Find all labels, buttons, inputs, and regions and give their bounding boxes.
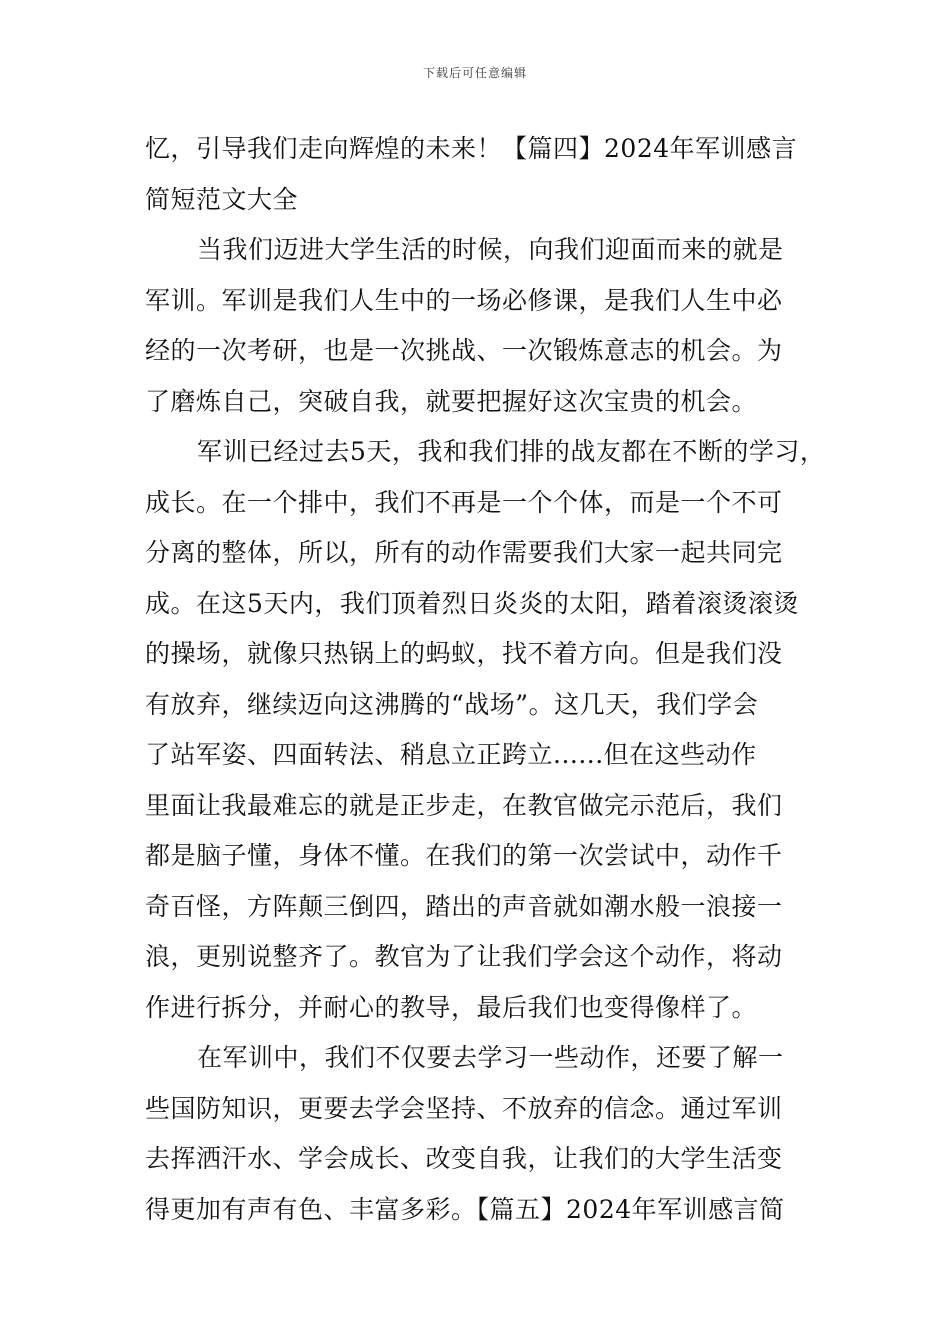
paragraph-start-line: 当我们迈进大学生活的时候，向我们迎面而来的就是 [197, 235, 784, 264]
text-line: 简短范文大全 [145, 184, 299, 214]
text-line: 里面让我最难忘的就是正步走，在教官做完示范后，我们 [145, 790, 783, 820]
text-line: 作进行拆分，并耐心的教导，最后我们也变得像样了。 [145, 992, 758, 1022]
text-line: 忆，引导我们走向辉煌的未来！【篇四】2024年军训感言 [145, 134, 798, 163]
document-body [145, 124, 826, 1235]
text-line: 有放弃，继续迈向这沸腾的“战场”。这几天，我们学会 [145, 689, 759, 719]
text-line: 都是脑子懂，身体不懂。在我们的第一次尝试中，动作千 [145, 841, 783, 870]
paragraph-start-line: 军训已经过去5天，我和我们排的战友都在不断的学习， [197, 437, 826, 466]
text-line: 成长。在一个排中，我们不再是一个个体，而是一个不可 [145, 487, 783, 517]
text-line: 了站军姿、四面转法、稍息立正跨立......但在这些动作 [145, 740, 757, 769]
text-line: 些国防知识，更要去学会坚持、不放弃的信念。通过军训 [145, 1093, 783, 1123]
text-line: 军训。军训是我们人生中的一场必修课，是我们人生中必 [145, 285, 783, 315]
paragraph-start-line: 在军训中，我们不仅要去学习一些动作，还要了解一 [197, 1043, 784, 1072]
text-line: 成。在这5天内，我们顶着烈日炎炎的太阳，踏着滚烫滚烫 [145, 588, 799, 618]
text-line: 奇百怪，方阵颠三倒四，踏出的声音就如潮水般一浪接一 [145, 891, 783, 921]
text-line: 的操场，就像只热锅上的蚂蚁，找不着方向。但是我们没 [145, 639, 783, 668]
text-line: 经的一次考研，也是一次挑战、一次锻炼意志的机会。为 [145, 336, 783, 365]
text-line: 得更加有声有色、丰富多彩。【篇五】2024年军训感言简 [145, 1194, 785, 1224]
text-line: 了磨炼自己，突破自我，就要把握好这次宝贵的机会。 [145, 386, 758, 416]
text-line: 去挥洒汗水、学会成长、改变自我，让我们的大学生活变 [145, 1144, 783, 1173]
text-line: 浪，更别说整齐了。教官为了让我们学会这个动作，将动 [145, 942, 783, 971]
text-line: 分离的整体，所以，所有的动作需要我们大家一起共同完 [145, 538, 783, 567]
page-header: 下载后可任意编辑 [422, 66, 527, 80]
